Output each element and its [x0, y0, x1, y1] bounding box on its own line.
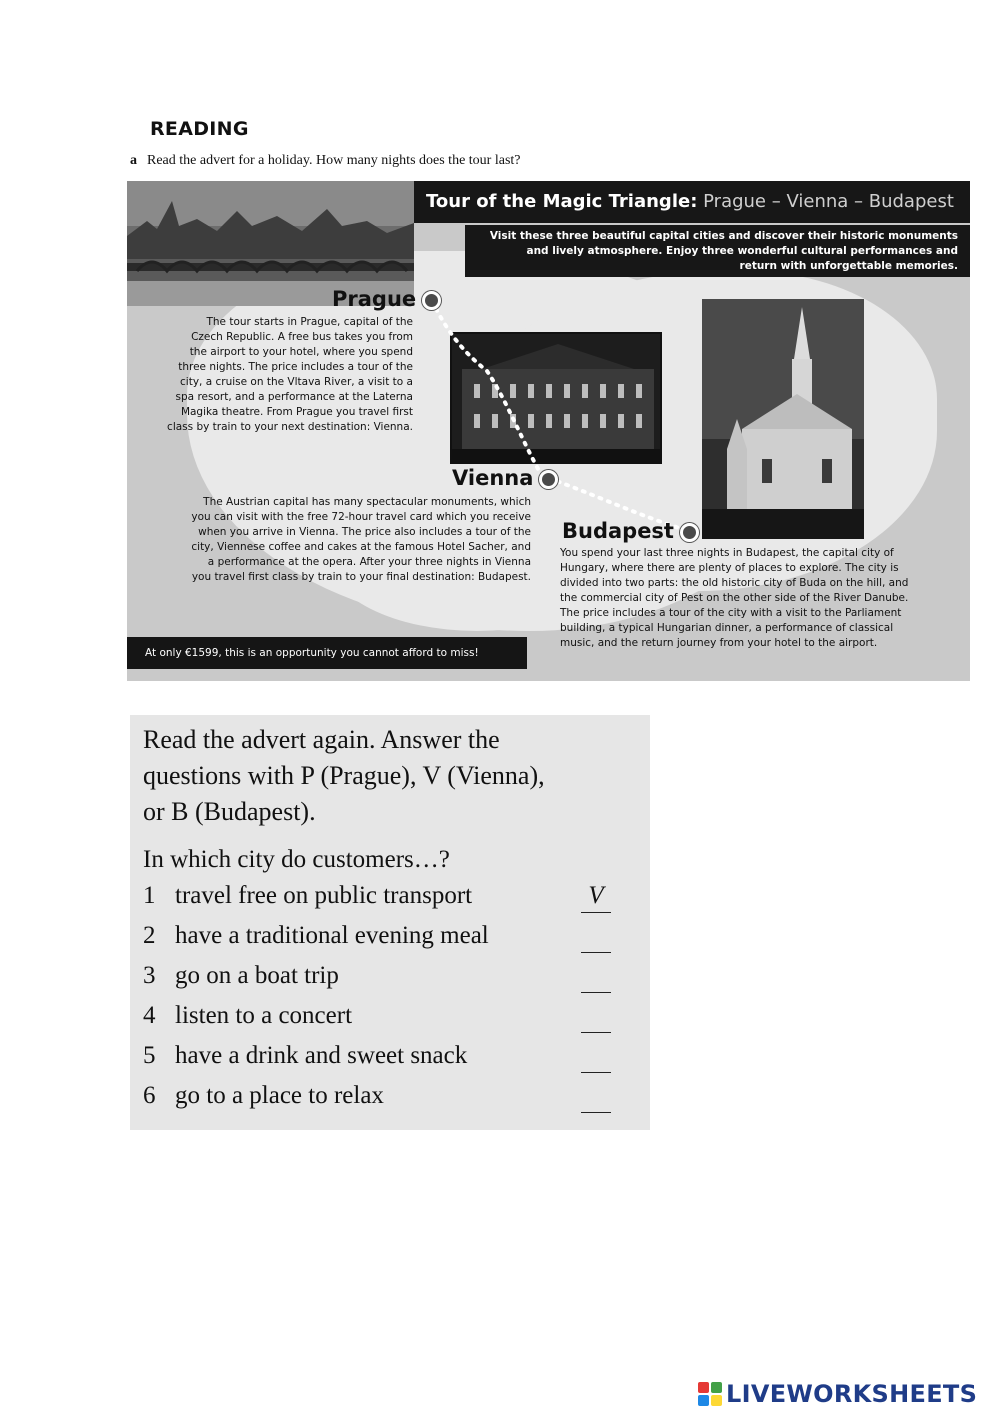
text-line: divided into two parts: the old historic city of Buda on the hill, and [560, 577, 909, 589]
text-line: Magika theatre. From Prague you travel first [180, 406, 413, 418]
text-line: city, a cruise on the Vltava River, a visit to a [180, 376, 413, 388]
budapest-label [562, 519, 699, 543]
text-line: music, and the return journey from your hotel to the airport. [560, 637, 878, 649]
logo-text: LIVEWORKSHEETS [726, 1380, 978, 1408]
question-text: go to a place to relax [175, 1082, 384, 1109]
answer-field[interactable] [581, 1042, 611, 1073]
location-dot-icon [539, 470, 558, 489]
instruction-line: or B (Budapest). [143, 797, 316, 826]
text-line: you can visit with the free 72-hour travel card which you receive [191, 511, 531, 523]
logo-square [711, 1395, 722, 1406]
question-text: have a drink and sweet snack [175, 1042, 468, 1069]
vienna-name: Vienna [452, 466, 534, 490]
budapest-text [560, 546, 965, 651]
question-item [143, 882, 613, 918]
text-line: The Austrian capital has many spectacular monuments, which [203, 496, 531, 508]
question-item [143, 1082, 613, 1118]
text-line: spa resort, and a performance at the Laterna [175, 391, 413, 403]
title-bold: Tour of the Magic Triangle: [426, 191, 698, 212]
text-line: building, a typical Hungarian dinner, a performance of classical [560, 622, 894, 634]
answer-field[interactable]: V [581, 882, 611, 913]
question-number: 2 [143, 922, 156, 949]
question-number: 4 [143, 1002, 156, 1029]
intro-line: Visit these three beautiful capital cities and discover their historic monuments [489, 230, 958, 242]
question-item [143, 1002, 613, 1038]
question-item [143, 962, 613, 998]
location-dot-icon [422, 291, 441, 310]
liveworksheets-logo[interactable] [698, 1380, 977, 1408]
question-number: 6 [143, 1082, 156, 1109]
question-text: listen to a concert [175, 1002, 353, 1029]
text-line: three nights. The price includes a tour of the [178, 361, 413, 373]
prague-label [332, 287, 441, 311]
question-text: go on a boat trip [175, 962, 339, 989]
text-line: you travel first class by train to your final destination: Budapest. [191, 571, 531, 583]
vienna-text [137, 495, 531, 585]
task-a-text: Read the advert for a holiday. How many nights does the tour last? [147, 153, 521, 168]
logo-square [698, 1382, 709, 1393]
task-letter: a [130, 153, 137, 168]
question-number: 5 [143, 1042, 156, 1069]
reading-heading: READING [150, 118, 249, 140]
answer-field[interactable] [581, 1002, 611, 1033]
question-item [143, 1042, 613, 1078]
task-a [130, 153, 521, 169]
intro-line: return with unforgettable memories. [739, 260, 958, 272]
prague-text [137, 315, 413, 435]
budapest-name: Budapest [562, 519, 674, 543]
text-line: Hungary, where there are plenty of places to explore. The city is [560, 562, 899, 574]
answer-field[interactable] [581, 1082, 611, 1113]
text-line: The tour starts in Prague, capital of the [206, 316, 413, 328]
answer-field[interactable] [581, 922, 611, 953]
question-number: 1 [143, 882, 156, 909]
text-line: The price includes a tour of the city with a visit to the Parliament [560, 607, 902, 619]
holiday-advert [127, 181, 970, 681]
exercise-question: In which city do customers…? [143, 846, 450, 873]
instruction-line: Read the advert again. Answer the [143, 725, 500, 754]
question-text: travel free on public transport [175, 882, 473, 909]
intro-line: and lively atmosphere. Enjoy three wonderful cultural performances and [526, 245, 958, 257]
location-dot-icon [680, 523, 699, 542]
logo-square [711, 1382, 722, 1393]
exercise-instruction [143, 722, 603, 830]
instruction-line: questions with P (Prague), V (Vienna), [143, 761, 545, 790]
text-line: city, Viennese coffee and cakes at the famous Hotel Sacher, and [191, 541, 531, 553]
text-line: the airport to your hotel, where you spend [189, 346, 413, 358]
question-number: 3 [143, 962, 156, 989]
answer-field[interactable] [581, 962, 611, 993]
vienna-label [452, 466, 558, 490]
question-text: have a traditional evening meal [175, 922, 489, 949]
text-line: Czech Republic. A free bus takes you from [191, 331, 413, 343]
text-line: class by train to your next destination: Vienna. [167, 421, 413, 433]
prague-name: Prague [332, 287, 417, 311]
logo-square [698, 1395, 709, 1406]
text-line: when you arrive in Vienna. The price also includes a tour of the [198, 526, 531, 538]
text-line: a performance at the opera. After your three nights in Vienna [207, 556, 531, 568]
logo-mark-icon [698, 1382, 722, 1406]
advert-intro [465, 225, 970, 277]
question-item [143, 922, 613, 958]
text-line: You spend your last three nights in Budapest, the capital city of [560, 547, 894, 559]
advert-title [414, 181, 970, 223]
price-banner: At only €1599, this is an opportunity you cannot afford to miss! [127, 637, 527, 669]
title-cities: Prague – Vienna – Budapest [703, 191, 954, 212]
text-line: the commercial city of Pest on the other side of the River Danube. [560, 592, 909, 604]
